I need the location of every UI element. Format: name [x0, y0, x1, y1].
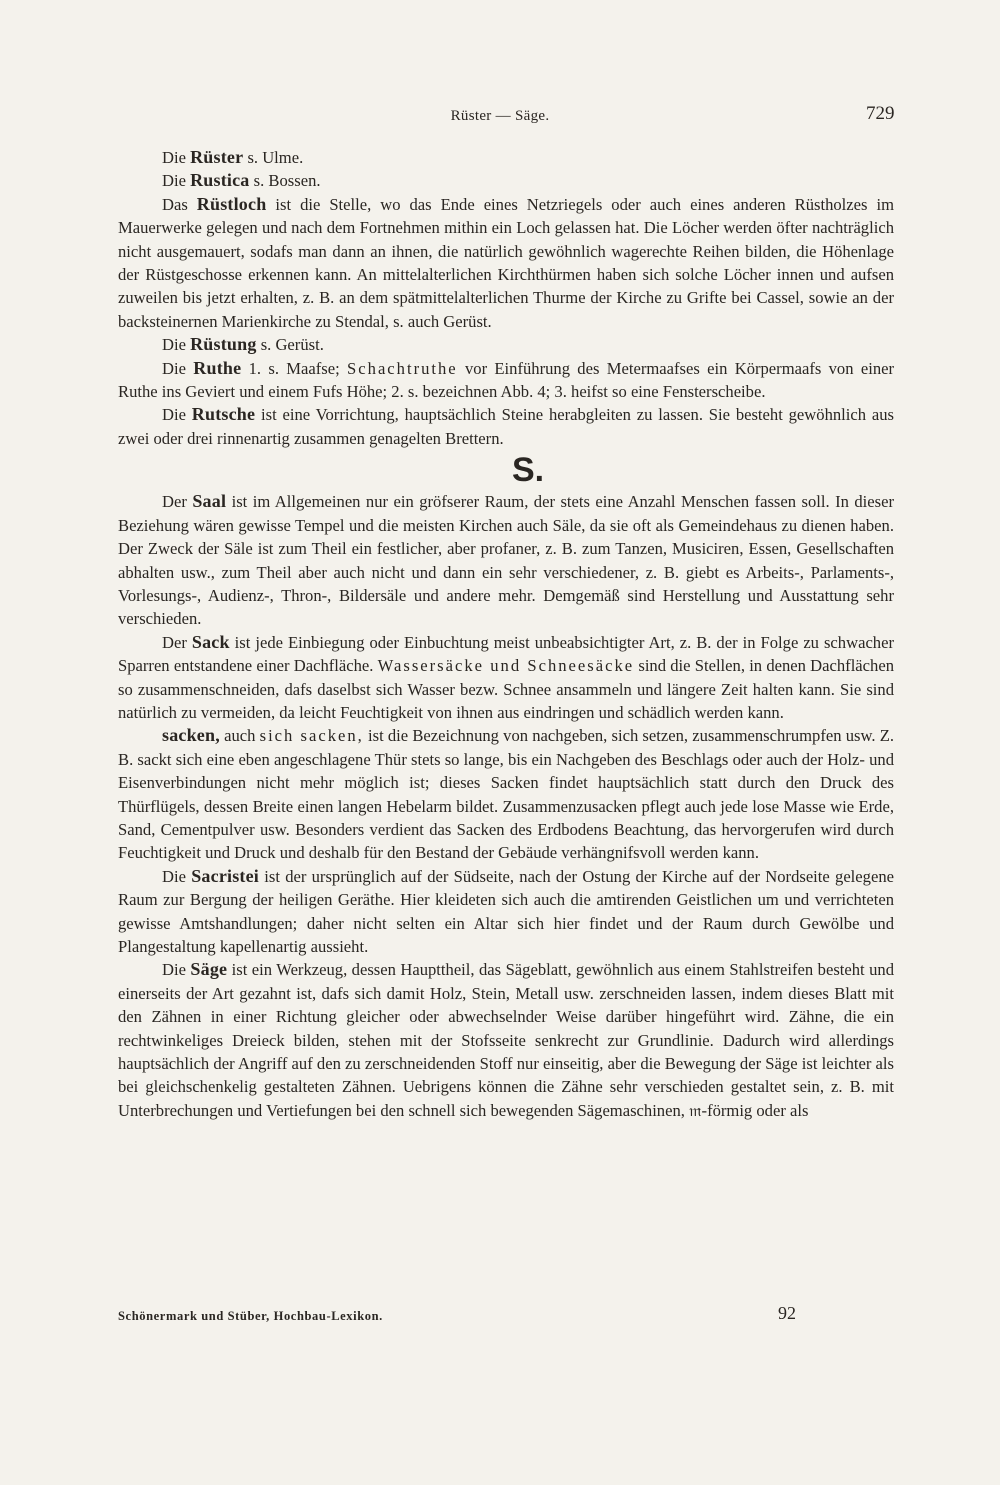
entry-saal	[118, 490, 894, 630]
entry-prefix: Der	[162, 492, 193, 512]
entry-ruestloch	[118, 193, 894, 333]
entry-ruester	[118, 146, 894, 169]
entry-prefix: Die	[162, 358, 194, 378]
entry-text: s. Gerüst.	[256, 335, 324, 355]
entry-term: Rutsche	[191, 404, 256, 425]
entry-term: sacken,	[162, 725, 220, 746]
entry-prefix: Das	[162, 194, 197, 214]
entry-text: vor Einführung des Metermaafses ein Körpermaafs von einer Ruthe ins Geviert und einem Fufs Höhe; 2. s. bezeichnen Abb. 4; 3. heifst so eine Fensterscheibe.	[118, 358, 895, 402]
page-body	[118, 146, 894, 1122]
entry-prefix: Die	[162, 405, 192, 425]
entry-text: s. Ulme.	[243, 148, 304, 167]
entry-text: s. Bossen.	[249, 171, 321, 191]
page-number: 729	[866, 103, 895, 124]
entry-saege	[118, 958, 894, 1122]
entry-term: Rustica	[190, 170, 250, 191]
entry-term: Sack	[191, 631, 230, 652]
entry-text: ist jede Einbiegung oder Einbuchtung meist unbeabsichtigter Art, z. B. der in Folge zu schwacher Sparren entstandene einer Dachfläche.	[118, 632, 894, 676]
entry-spaced-term: sich sacken,	[259, 726, 364, 746]
entry-term: Rüstloch	[196, 193, 267, 214]
entry-rutsche	[118, 403, 894, 450]
entry-prefix: Die	[162, 866, 192, 886]
section-letter-heading: S.	[511, 451, 545, 490]
entry-sack	[118, 631, 894, 725]
entry-text: ist die Stelle, wo das Ende eines Netzriegels oder auch eines anderen Rüstholzes im Mauerwerke gelegen und nach dem Fortnehmen mithin ein Loch gelassen hat. Die Löcher werden öfter nachträglich nicht ausgemauert, sodafs man dann an ihnen, die natürlich gewöhnlich wagerechte Reihen bilden, die Höhenlage der Rüstgeschosse erkennen kann. An mittelalterlichen Kirchthürmen haben sich solche Löcher innen und aufsen zuweilen bis jetzt erhalten, z. B. an dem spätmittelalterlichen Thurme der Kirche zu Grifte bei Cassel, sowie an der backsteinernen Marienkirche zu Stendal, s. auch Gerüst.	[118, 194, 894, 331]
entry-prefix: Der	[162, 632, 192, 652]
entry-text: ist im Allgemeinen nur ein gröfserer Raum, der stets eine Anzahl Menschen fassen soll. In dieser Beziehung wären gewisse Tempel und die meisten Kirchen auch Säle, da sie oft als Gemeindehaus zu dienen haben. Der Zweck der Säle ist zum Theil ein festlicher, aber profaner, z. B. zum Tanzen, Musiciren, Essen, Gesellschaften abhalten usw., zum Theil aber auch nicht und dann ein sehr verschiedener, z. B. giebt es Arbeits-, Parlaments-, Vorlesungs-, Audienz-, Thron-, Bildersäle und andere mehr. Demgemäß sind Herstellung und Ausstattung sehr verschieden.	[118, 492, 894, 629]
running-title: Rüster — Säge.	[450, 108, 550, 124]
entry-prefix: Die	[162, 960, 191, 980]
entry-prefix: Die	[162, 335, 191, 355]
entry-spaced-term: Wassersäcke und Schneesäcke	[377, 656, 635, 676]
entry-rustica	[118, 169, 894, 192]
entry-text: ist der ursprünglich auf der Südseite, nach der Ostung der Kirche auf der Nordseite gelegene Raum zur Bergung der heiligen Geräthe. Hier kleideten sich auch die amtirenden Geistlichen um und verrichteten gewisse Amtshandlungen; daher nicht selten ein Altar sich hier findet und der Raum durch Gewölbe und Plangestaltung kapellenartig aussieht.	[118, 866, 894, 956]
entry-text: ist eine Vorrichtung, hauptsächlich Steine herabgleiten zu lassen. Sie besteht gewöhnlich aus zwei oder drei rinnenartig zusammen genagelten Brettern.	[118, 405, 894, 448]
entry-ruestung	[118, 333, 894, 356]
entry-term: Sacristei	[191, 865, 259, 886]
entry-text: ist ein Werkzeug, dessen Haupttheil, das Sägeblatt, gewöhnlich aus einem Stahlstreifen besteht und einerseits der Art gezahnt ist, dafs sich damit Holz, Stein, Metall usw. zerschneiden lassen, indem dieses Blatt mit den Zähnen in einer Richtung gleicher oder abwechselnder Weise darüber hingeführt wird. Zähne, die ein rechtwinkeliges Dreieck bilden, stehen mit der Stofsseite senkrecht zur Grundlinie. Dadurch wird allerdings hauptsächlich der Angriff auf den zu zerschneidenden Stoff nur einseitig, aber die Bewegung der Säge ist leichter als bei gleichschenkelig gestalteten Zähnen. Uebrigens können die Zähne sehr verschieden gestaltet sein, z. B. mit Unterbrechungen und Vertiefungen bei den schnell sich bewegenden Sägemaschinen, 𝔪-förmig oder als	[118, 960, 895, 1120]
entry-term: Säge	[190, 959, 228, 980]
entry-text: 1. s. Maafse;	[241, 358, 348, 378]
entry-term: Ruthe	[193, 357, 242, 378]
entry-spaced-term: Schachtruthe	[347, 358, 458, 378]
entry-prefix: Die	[162, 171, 191, 191]
entry-sacristei	[118, 865, 894, 959]
entry-term: Rüstung	[190, 334, 257, 355]
entry-ruthe	[118, 357, 894, 404]
signature-mark: 92	[778, 1303, 796, 1323]
entry-text: sind die Stellen, in denen Dachflächen so zusammenschneiden, dafs daselbst sich Wasser bezw. Schnee ansammeln und längere Zeit halten kann. Sie sind natürlich zu vermeiden, da leicht Feuchtigkeit von ihnen aus eindringen und schädlich werden kann.	[118, 656, 895, 722]
entry-prefix: Die	[162, 148, 191, 167]
entry-term: Rüster	[190, 147, 244, 167]
entry-sacken	[118, 724, 894, 864]
imprint-footer: Schönermark und Stüber, Hochbau-Lexikon.	[118, 1309, 383, 1323]
entry-text: ist die Bezeichnung von nachgeben, sich setzen, zusammenschrumpfen usw. Z. B. sackt sich eine eben angeschlagene Thür stets so lange, bis ein Nachgeben des Beschlags oder auch der Holz- und Eisenverbindungen nicht mehr möglich ist; dieses Sacken findet hauptsächlich statt durch den Druck des Thürflügels, dessen Breite einen langen Hebelarm bildet. Zusammenzusacken pflegt auch jede lose Masse wie Erde, Sand, Cementpulver usw. Besonders verdient das Sacken des Erdbodens Beachtung, das hervorgerufen wird durch Feuchtigkeit und Druck und deshalb für den Bestand der Gebäude verhängnifsvoll werden kann.	[118, 726, 894, 863]
entry-text: auch	[219, 726, 260, 746]
entry-term: Saal	[192, 491, 227, 512]
